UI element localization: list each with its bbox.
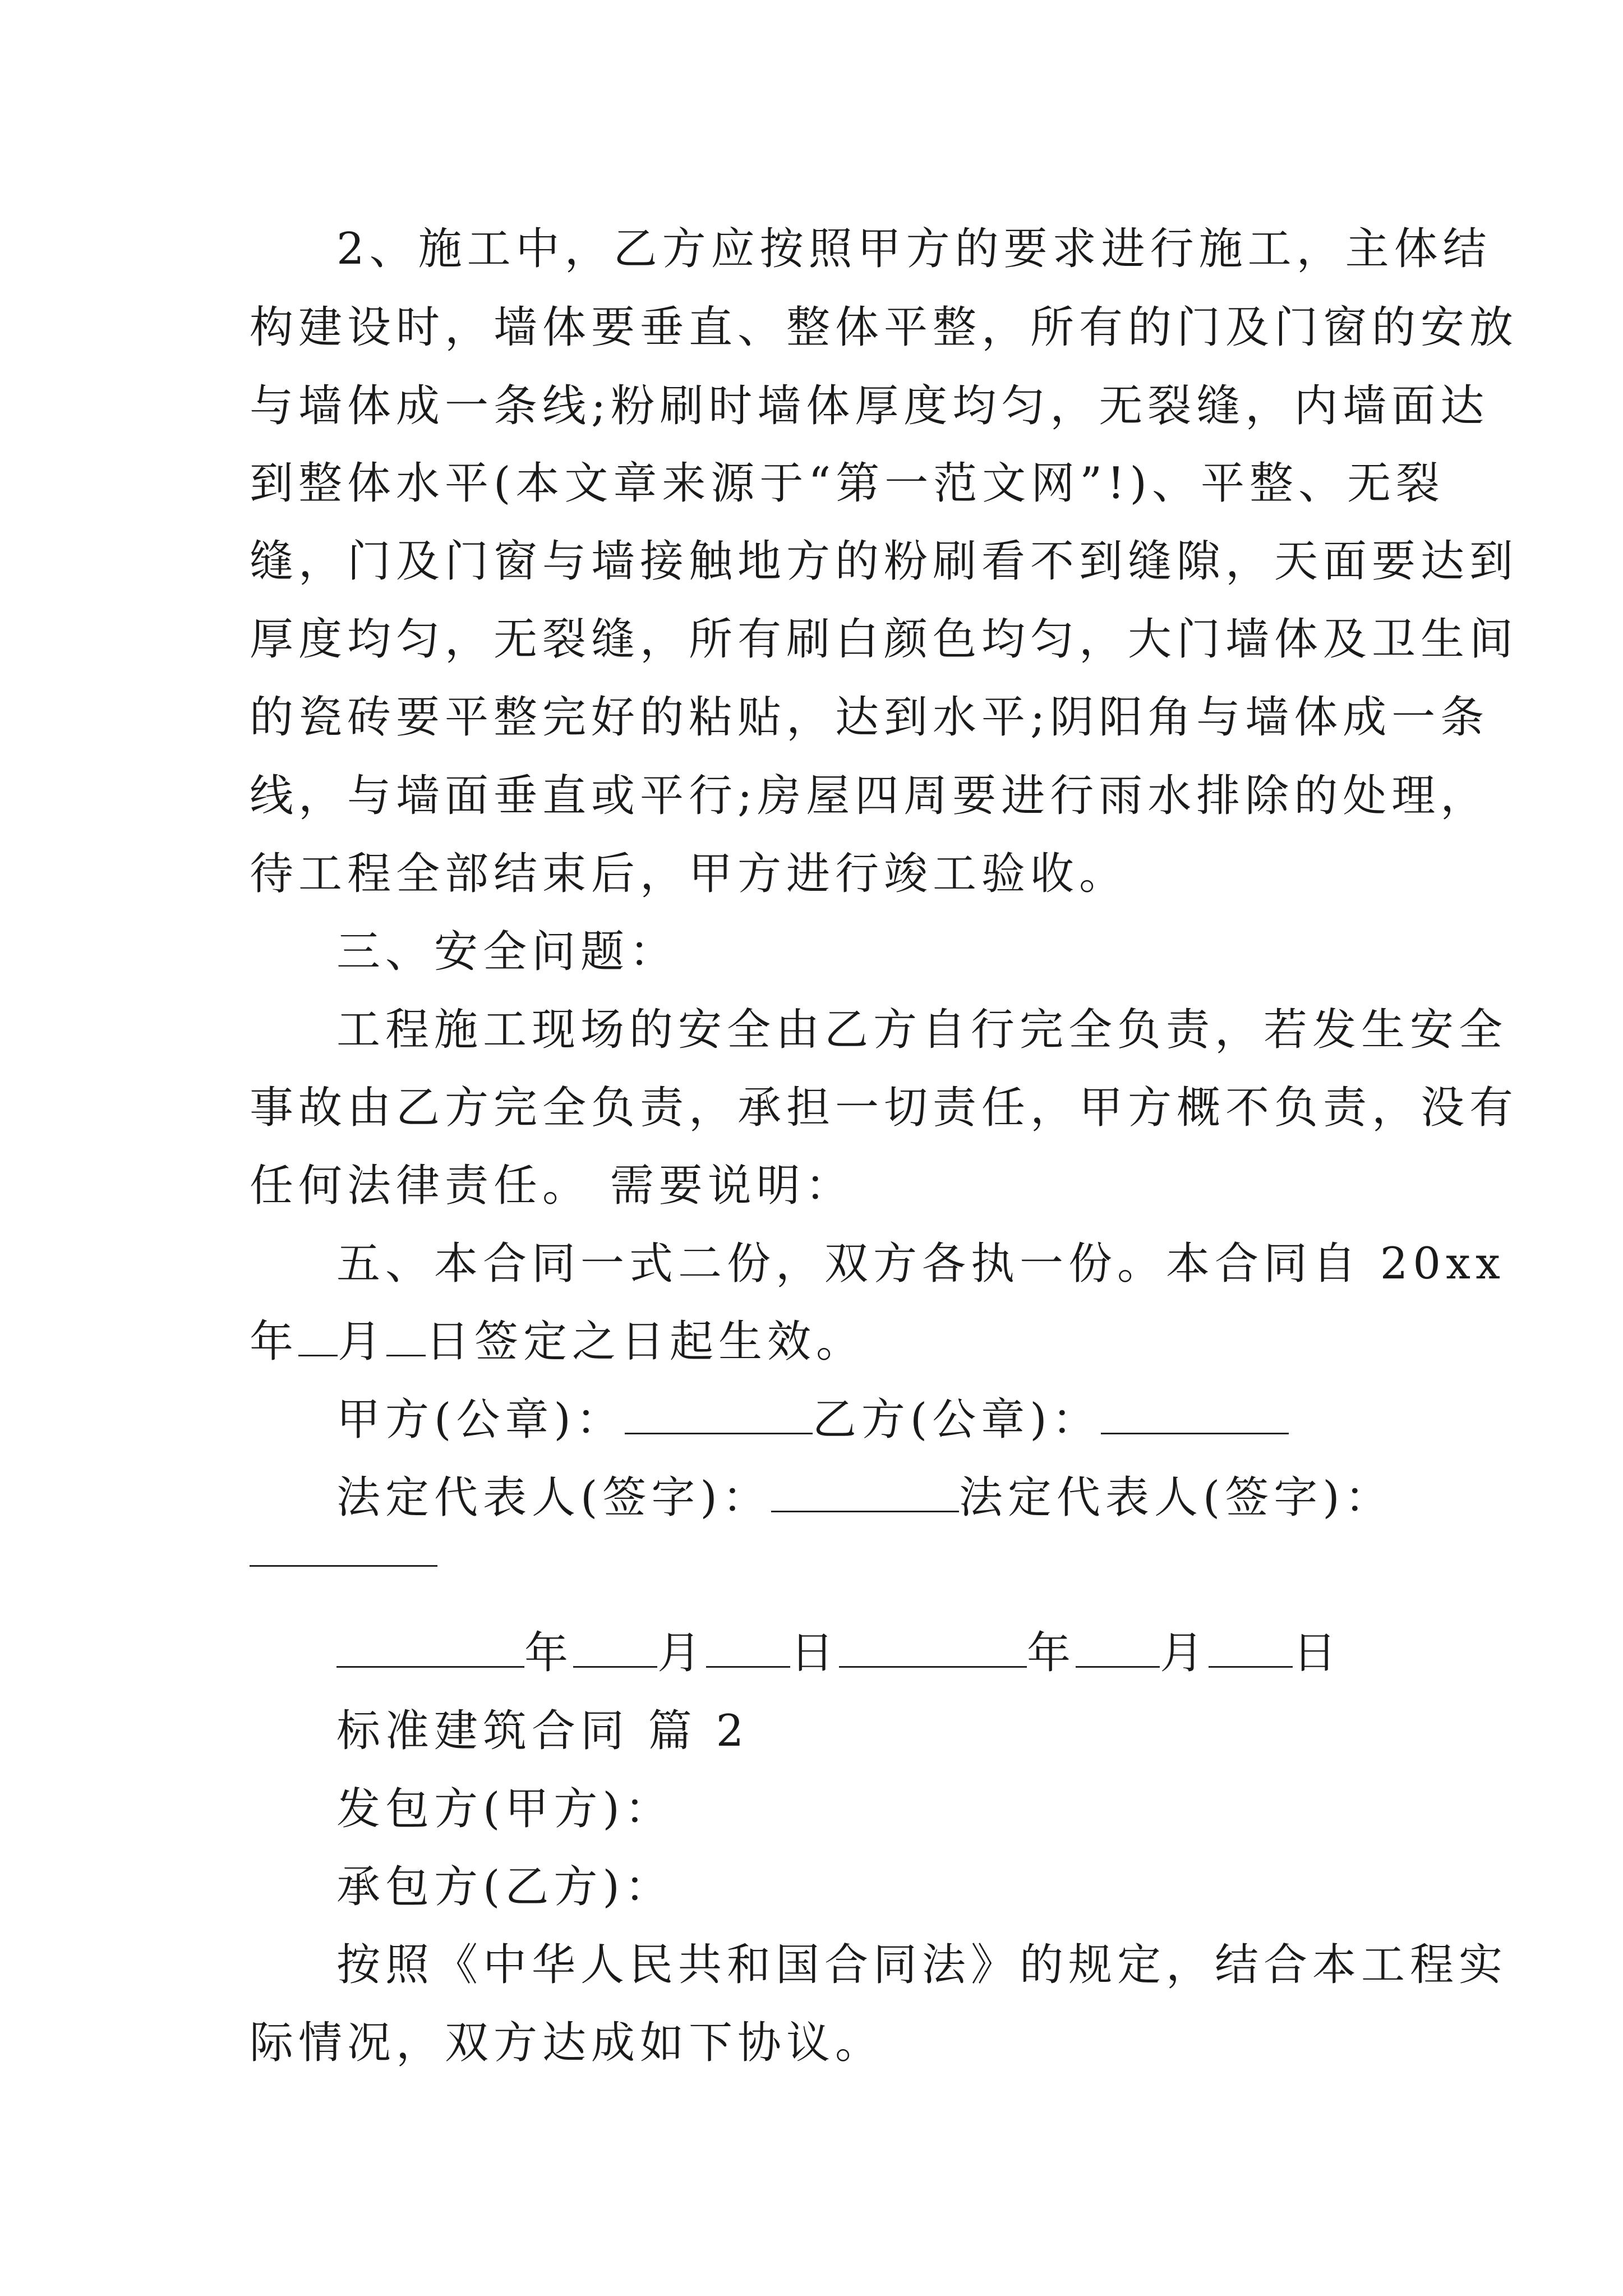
para2-line-2: 事故由乙方完全负责，承担一切责任，甲方概不负责，没有 xyxy=(250,1083,1519,1133)
representative-line xyxy=(336,1473,1394,1523)
date-b-year-label: 年 xyxy=(1027,1628,1076,1678)
rep-b-label: 法定代表人(签字)： xyxy=(958,1473,1394,1523)
para1-line-1: 2、施工中，乙方应按照甲方的要求进行施工，主体结 xyxy=(336,224,1492,274)
rep-a-label: 法定代表人(签字)： xyxy=(336,1473,771,1523)
party-b-seal-label: 乙方(公章)： xyxy=(812,1395,1101,1445)
date-a-day-blank xyxy=(706,1632,790,1668)
seal-line xyxy=(336,1395,1289,1445)
rep-a-blank xyxy=(771,1477,959,1512)
date-line xyxy=(336,1628,1342,1678)
month-blank xyxy=(298,1321,338,1356)
employer-label: 发包方(甲方)： xyxy=(336,1784,674,1834)
date-a-month-blank xyxy=(573,1632,657,1668)
party-b-seal-blank xyxy=(1101,1399,1289,1434)
date-b-year-blank xyxy=(839,1632,1027,1668)
para1-line-5: 缝，门及门窗与墙接触地方的粉刷看不到缝隙，天面要达到 xyxy=(250,536,1519,587)
para3-line-1: 五、本合同一式二份，双方各执一份。本合同自 20xx xyxy=(336,1239,1506,1289)
para3-year-label: 年 xyxy=(250,1317,299,1367)
para1-line-7: 的瓷砖要平整完好的粘贴，达到水平;阴阳角与墙体成一条 xyxy=(250,692,1490,743)
para4-line-1: 按照《中华人民共和国合同法》的规定，结合本工程实 xyxy=(336,1940,1508,1990)
date-a-year-blank xyxy=(336,1632,524,1668)
para1-line-9: 待工程全部结束后，甲方进行竣工验收。 xyxy=(250,849,1128,899)
para1-line-8: 线，与墙面垂直或平行;房屋四周要进行雨水排除的处理， xyxy=(250,771,1490,821)
para3-line-2 xyxy=(250,1317,865,1367)
rep-b-signature-line xyxy=(250,1530,437,1574)
date-b-month-label: 月 xyxy=(1160,1628,1209,1678)
section3-heading: 三、安全问题： xyxy=(336,927,679,977)
day-blank xyxy=(386,1321,426,1356)
para1-line-6: 厚度均匀，无裂缝，所有刷白颜色均匀，大门墙体及卫生间 xyxy=(250,614,1519,665)
party-a-seal-blank xyxy=(625,1399,813,1434)
para2-line-1: 工程施工现场的安全由乙方自行完全负责，若发生安全 xyxy=(336,1005,1508,1055)
party-a-seal-label: 甲方(公章)： xyxy=(336,1395,625,1445)
date-b-month-blank xyxy=(1076,1632,1160,1668)
para2-line-3: 任何法律责任。 需要说明： xyxy=(250,1161,854,1211)
date-b-day-label: 日 xyxy=(1293,1628,1342,1678)
contractor-label: 承包方(乙方)： xyxy=(336,1862,674,1912)
para3-rest: 日签定之日起生效。 xyxy=(426,1317,865,1367)
contract-2-title: 标准建筑合同 篇 2 xyxy=(336,1706,749,1756)
para1-line-4: 到整体水平(本文章来源于“第一范文网”!)、平整、无裂 xyxy=(250,458,1445,509)
date-a-year-label: 年 xyxy=(524,1628,574,1678)
para3-month-label: 月 xyxy=(338,1317,387,1367)
date-a-day-label: 日 xyxy=(790,1628,840,1678)
para1-line-3: 与墙体成一条线;粉刷时墙体厚度均匀，无裂缝，内墙面达 xyxy=(250,381,1490,431)
rep-b-blank xyxy=(250,1531,437,1567)
date-b-day-blank xyxy=(1209,1632,1293,1668)
para1-line-2: 构建设时，墙体要垂直、整体平整，所有的门及门窗的安放 xyxy=(250,302,1519,353)
para4-line-2: 际情况，双方达成如下协议。 xyxy=(250,2018,884,2068)
date-a-month-label: 月 xyxy=(657,1628,707,1678)
